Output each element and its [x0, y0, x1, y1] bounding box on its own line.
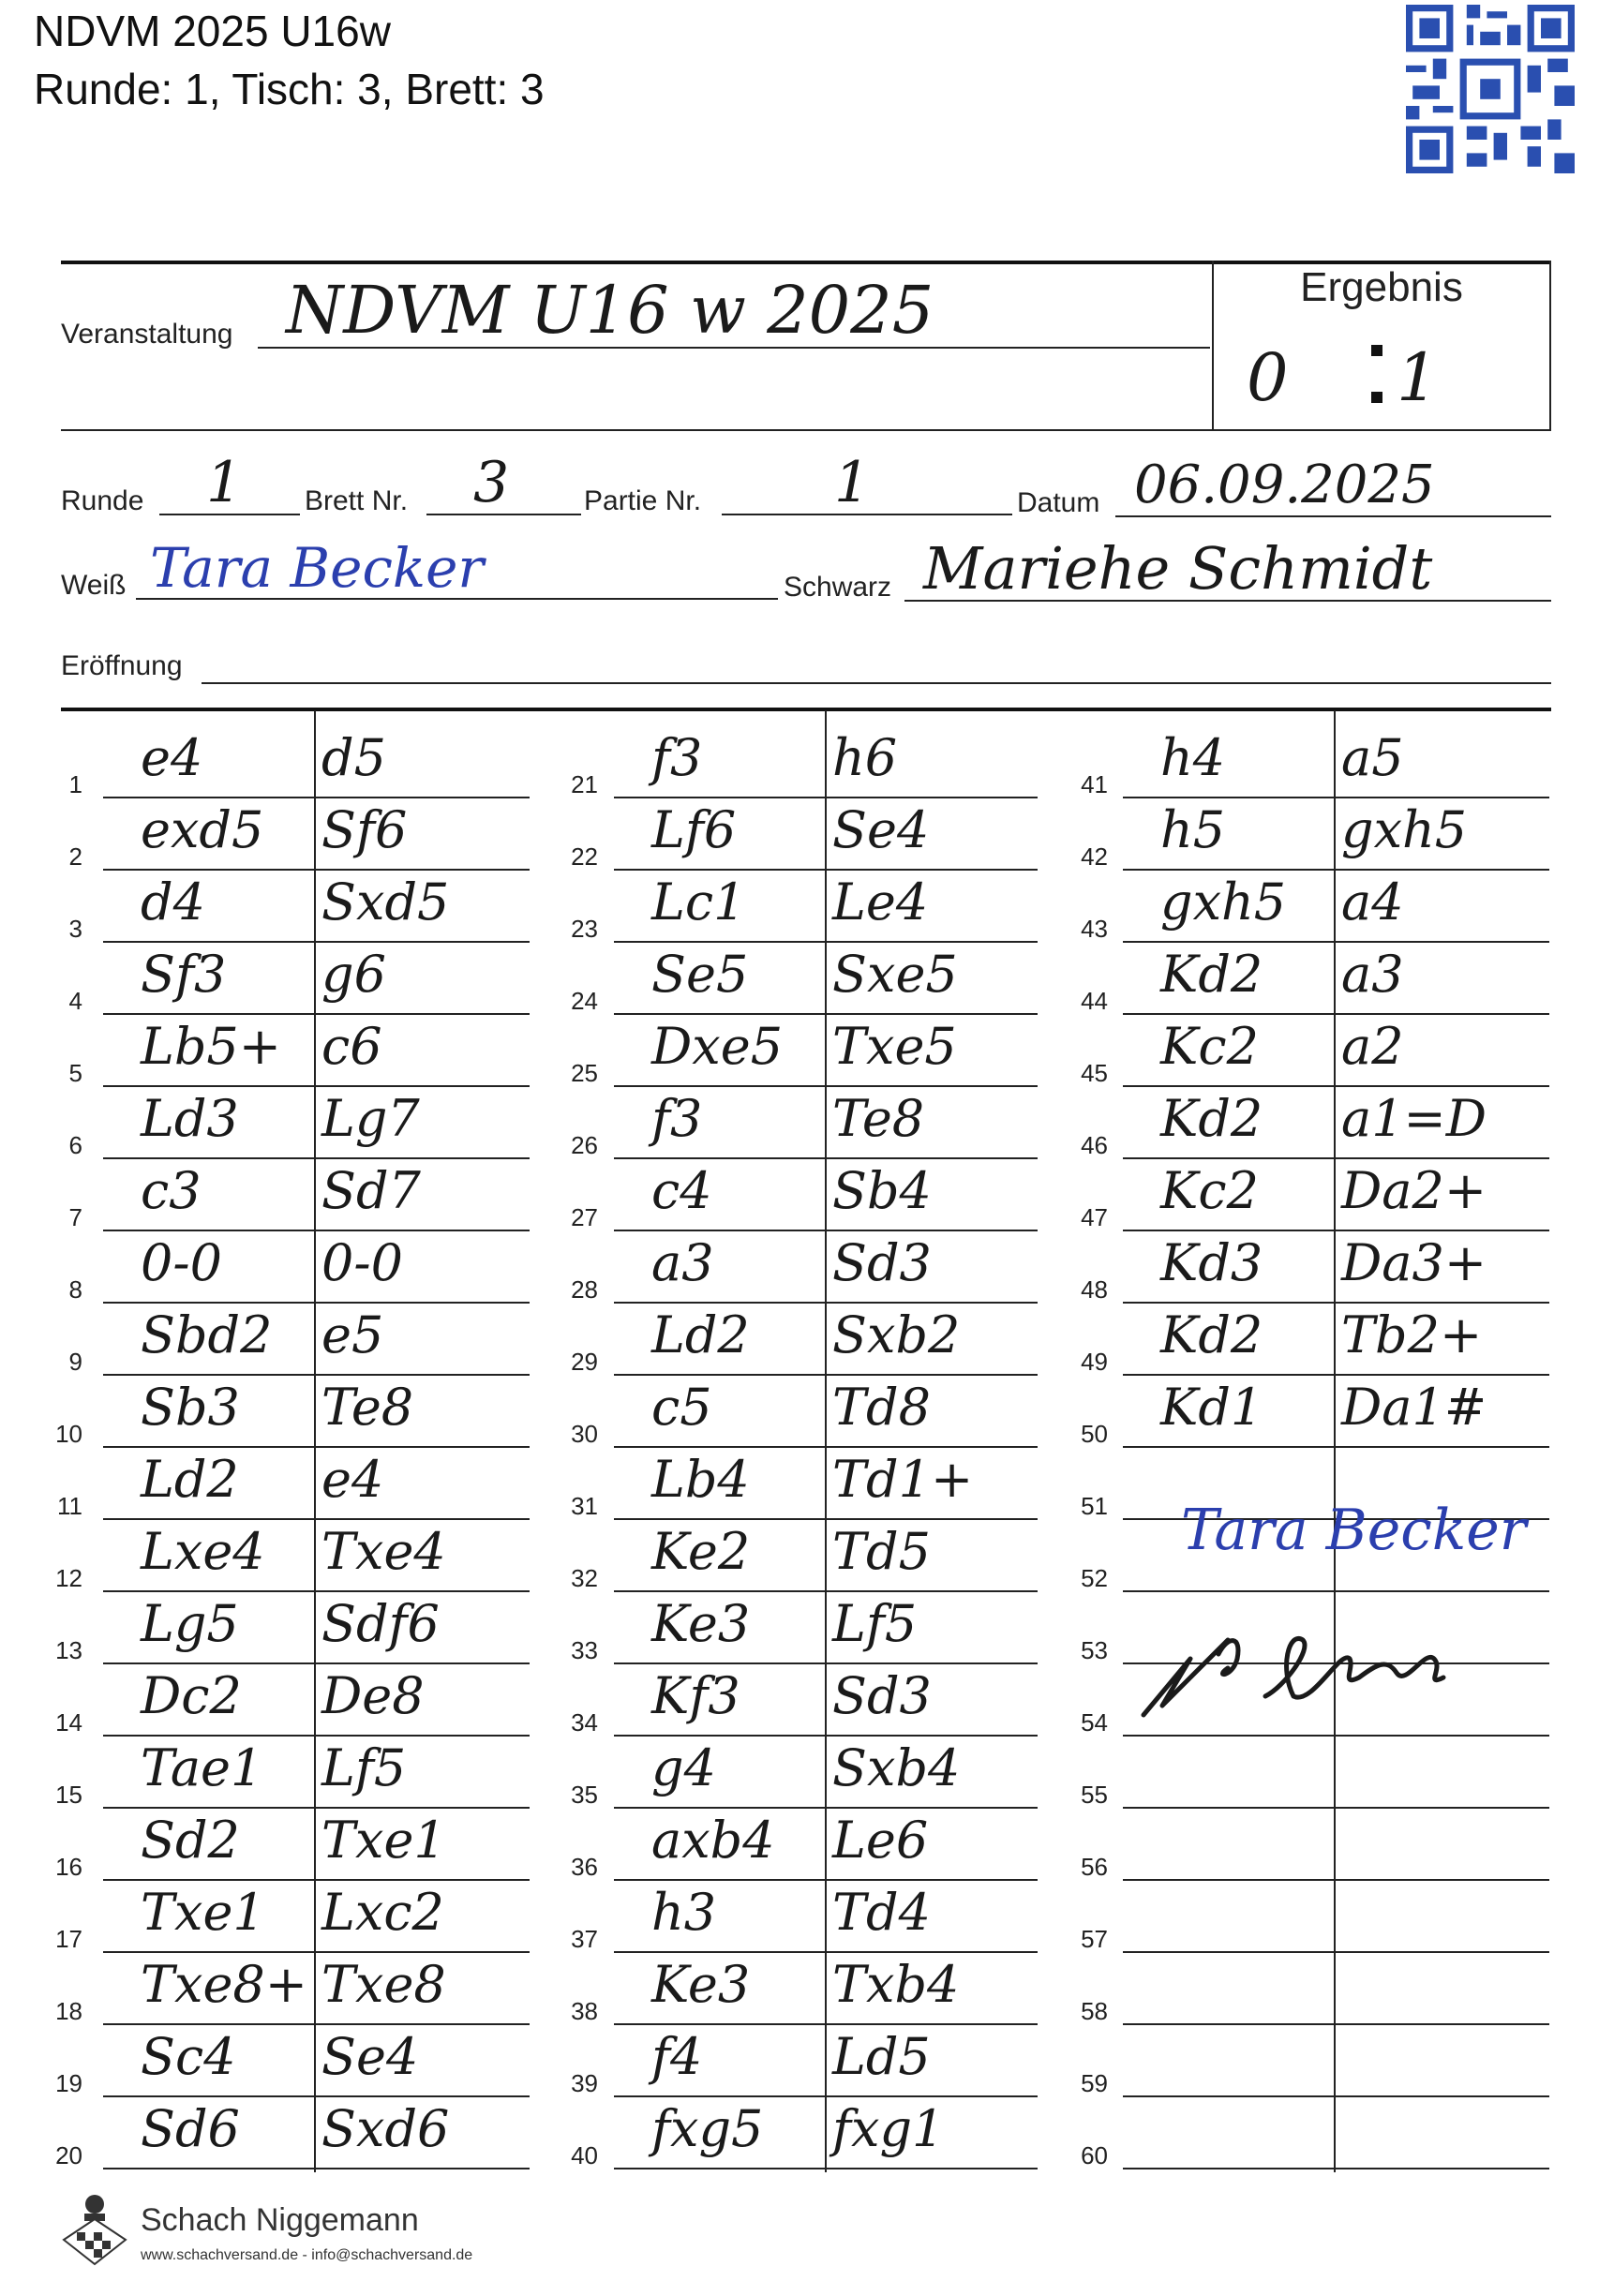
- move-number: 29: [571, 1348, 598, 1376]
- black-move: Te8: [832, 1089, 925, 1148]
- result-white: 0: [1247, 339, 1289, 416]
- document-title: NDVM 2025 U16w: [34, 7, 391, 55]
- black-move: Sd3: [832, 1666, 932, 1725]
- board-value: 3: [473, 450, 510, 515]
- black-move: Td5: [832, 1522, 931, 1581]
- opening-label: Eröffnung: [61, 650, 183, 681]
- move-row-line: [1123, 1302, 1549, 1304]
- white-move: Ke3: [651, 1594, 751, 1653]
- white-move: Kc2: [1160, 1017, 1259, 1076]
- white-move: Ld2: [141, 1450, 239, 1509]
- move-row-line: [103, 1230, 530, 1231]
- move-number: 12: [55, 1564, 82, 1592]
- move-number: 6: [68, 1131, 82, 1159]
- move-row-line: [103, 1302, 530, 1304]
- move-row-line: [1123, 1735, 1549, 1737]
- black-move: Sxb2: [832, 1305, 961, 1364]
- black-move: Sd3: [832, 1233, 932, 1292]
- board-label: Brett Nr.: [305, 485, 409, 516]
- black-move: Sxb4: [832, 1738, 961, 1797]
- white-move: Txe1: [141, 1883, 265, 1942]
- event-label: Veranstaltung: [61, 319, 233, 350]
- white-move: Kd3: [1160, 1233, 1263, 1292]
- white-move: Lb5+: [141, 1017, 282, 1076]
- move-number: 8: [68, 1275, 82, 1304]
- white-move: Lb4: [651, 1450, 750, 1509]
- white-move: c3: [141, 1161, 202, 1220]
- move-number: 11: [57, 1492, 82, 1520]
- white-move: Lf6: [651, 800, 737, 859]
- move-column-separator: [825, 710, 827, 2172]
- black-move: Tb2+: [1341, 1305, 1483, 1364]
- white-move: d4: [141, 872, 205, 932]
- white-move: Ld3: [141, 1089, 239, 1148]
- black-move: a5: [1341, 728, 1404, 787]
- black-move: Sxd6: [321, 2099, 450, 2158]
- move-row-line: [103, 1662, 530, 1664]
- black-move: Ld5: [832, 2027, 931, 2086]
- white-move: Sc4: [141, 2027, 236, 2086]
- white-move: g4: [651, 1738, 716, 1797]
- move-number: 36: [571, 1853, 598, 1881]
- black-move: Txe8: [321, 1955, 446, 2014]
- move-row-line: [103, 1446, 530, 1448]
- black-move: Sxe5: [832, 945, 958, 1004]
- move-number: 20: [55, 2141, 82, 2169]
- move-number: 45: [1081, 1059, 1108, 1087]
- move-number: 19: [55, 2069, 82, 2097]
- move-number: 22: [571, 842, 598, 871]
- qr-code-icon: [1406, 5, 1575, 173]
- black-move: Txb4: [832, 1955, 960, 2014]
- move-row-line: [103, 2095, 530, 2097]
- black-move: Txe1: [321, 1811, 446, 1870]
- black-move: 0-0: [321, 1233, 403, 1292]
- white-move: Sd2: [141, 1811, 240, 1870]
- move-number: 41: [1081, 770, 1108, 798]
- move-row-line: [1123, 2095, 1549, 2097]
- move-number: 57: [1081, 1925, 1108, 1953]
- move-row-line: [1123, 1013, 1549, 1015]
- black-move: a3: [1341, 945, 1404, 1004]
- black-move: Te8: [321, 1378, 414, 1437]
- brand-name: Schach Niggemann: [141, 2202, 419, 2238]
- move-row-line: [1123, 1807, 1549, 1809]
- black-move: Sdf6: [321, 1594, 440, 1653]
- move-row-line: [1123, 1879, 1549, 1881]
- white-move: Lg5: [141, 1594, 239, 1653]
- white-move: h5: [1160, 800, 1226, 859]
- white-move: Dxe5: [651, 1017, 784, 1076]
- black-move: g6: [321, 945, 386, 1004]
- white-move: h3: [651, 1883, 717, 1942]
- date-label: Datum: [1017, 487, 1100, 518]
- white-move: Txe8+: [141, 1955, 308, 2014]
- document-subtitle: Runde: 1, Tisch: 3, Brett: 3: [34, 65, 545, 113]
- move-number: 17: [55, 1925, 82, 1953]
- move-number: 42: [1081, 842, 1108, 871]
- white-move: a3: [651, 1233, 714, 1292]
- black-move: a4: [1341, 872, 1404, 932]
- black-move: gxh5: [1341, 800, 1468, 859]
- move-number: 51: [1081, 1492, 1108, 1520]
- move-number: 7: [68, 1203, 82, 1231]
- move-number: 2: [68, 842, 82, 871]
- black-move: Se4: [321, 2027, 419, 2086]
- black-move: Sd7: [321, 1161, 421, 1220]
- white-move: f4: [651, 2027, 703, 2086]
- black-move: Lf5: [321, 1738, 407, 1797]
- white-move: Lc1: [651, 872, 746, 932]
- move-row-line: [103, 941, 530, 943]
- black-move: Se4: [832, 800, 930, 859]
- move-row-line: [103, 1951, 530, 1953]
- white-move: Ke2: [651, 1522, 751, 1581]
- move-row-line: [1123, 2168, 1549, 2169]
- result-label: Ergebnis: [1300, 264, 1463, 310]
- result-black: 1: [1397, 339, 1439, 416]
- black-move: Sxd5: [321, 872, 450, 932]
- move-number: 59: [1081, 2069, 1108, 2097]
- white-move: Tae1: [141, 1738, 263, 1797]
- move-row-line: [1123, 941, 1549, 943]
- move-row-line: [1123, 869, 1549, 871]
- move-row-line: [103, 1157, 530, 1159]
- white-move: Kd2: [1160, 945, 1263, 1004]
- white-signature: Tara Becker: [1181, 1498, 1527, 1563]
- white-move: h4: [1160, 728, 1226, 787]
- white-move: f3: [651, 1089, 703, 1148]
- white-move: Kd2: [1160, 1305, 1263, 1364]
- move-number: 38: [571, 1997, 598, 2025]
- black-move: a2: [1341, 1017, 1404, 1076]
- move-row-line: [103, 1374, 530, 1376]
- brand-contact: www.schachversand.de - info@schachversand.de: [141, 2247, 473, 2263]
- moves-top-border: [61, 708, 1551, 711]
- white-move: 0-0: [141, 1233, 222, 1292]
- result-colon-dot-top: [1371, 345, 1382, 356]
- move-row-line: [103, 1879, 530, 1881]
- move-number: 58: [1081, 1997, 1108, 2025]
- move-row-line: [103, 1518, 530, 1520]
- move-row-line: [1123, 1157, 1549, 1159]
- move-row-line: [103, 2168, 530, 2169]
- white-move: axb4: [651, 1811, 775, 1870]
- move-number: 49: [1081, 1348, 1108, 1376]
- white-label: Weiß: [61, 570, 127, 601]
- date-value: 06.09.2025: [1134, 455, 1435, 515]
- white-move: c5: [651, 1378, 712, 1437]
- move-number: 44: [1081, 987, 1108, 1015]
- move-row-line: [103, 869, 530, 871]
- game-label: Partie Nr.: [584, 485, 702, 516]
- white-move: Kc2: [1160, 1161, 1259, 1220]
- move-number: 46: [1081, 1131, 1108, 1159]
- move-number: 50: [1081, 1420, 1108, 1448]
- black-move: Le4: [832, 872, 929, 932]
- move-number: 37: [571, 1925, 598, 1953]
- black-move: Sb4: [832, 1161, 932, 1220]
- move-number: 28: [571, 1275, 598, 1304]
- white-move: c4: [651, 1161, 712, 1220]
- move-number: 33: [571, 1636, 598, 1664]
- black-move: a1=D: [1341, 1089, 1487, 1148]
- move-number: 15: [55, 1781, 82, 1809]
- move-number: 30: [571, 1420, 598, 1448]
- move-row-line: [1123, 1446, 1549, 1448]
- move-number: 16: [55, 1853, 82, 1881]
- date-underline: [1115, 515, 1551, 517]
- move-number: 27: [571, 1203, 598, 1231]
- white-move: Sbd2: [141, 1305, 273, 1364]
- move-number: 26: [571, 1131, 598, 1159]
- form-divider: [61, 429, 1551, 431]
- move-number: 35: [571, 1781, 598, 1809]
- black-move: d5: [321, 728, 386, 787]
- move-number: 31: [571, 1492, 598, 1520]
- opening-underline: [202, 682, 1551, 684]
- move-row-line: [1123, 1085, 1549, 1087]
- move-number: 4: [68, 987, 82, 1015]
- result-colon-dot-bottom: [1371, 392, 1382, 403]
- move-row-line: [103, 2023, 530, 2025]
- black-signature: [1125, 1584, 1500, 1734]
- white-move: Ke3: [651, 1955, 751, 2014]
- black-move: fxg1: [832, 2099, 945, 2158]
- white-move: Dc2: [141, 1666, 242, 1725]
- white-move: Se5: [651, 945, 749, 1004]
- black-move: h6: [832, 728, 898, 787]
- move-number: 3: [68, 915, 82, 943]
- move-number: 9: [68, 1348, 82, 1376]
- move-number: 55: [1081, 1781, 1108, 1809]
- move-row-line: [1123, 1374, 1549, 1376]
- move-number: 24: [571, 987, 598, 1015]
- move-number: 48: [1081, 1275, 1108, 1304]
- white-move: Ld2: [651, 1305, 750, 1364]
- black-move: c6: [321, 1017, 382, 1076]
- move-number: 54: [1081, 1708, 1108, 1737]
- move-row-line: [1123, 2023, 1549, 2025]
- white-move: e4: [141, 728, 203, 787]
- move-row-line: [1123, 1230, 1549, 1231]
- white-move: f3: [651, 728, 703, 787]
- black-move: Td8: [832, 1378, 931, 1437]
- move-row-line: [103, 1735, 530, 1737]
- move-row-line: [103, 797, 530, 798]
- move-number: 14: [55, 1708, 82, 1737]
- move-number: 18: [55, 1997, 82, 2025]
- white-move: Kf3: [651, 1666, 740, 1725]
- move-row-line: [1123, 797, 1549, 798]
- move-number: 25: [571, 1059, 598, 1087]
- move-number: 5: [68, 1059, 82, 1087]
- move-row-line: [103, 1085, 530, 1087]
- move-row-line: [103, 1807, 530, 1809]
- move-number: 13: [55, 1636, 82, 1664]
- white-move: gxh5: [1160, 872, 1287, 932]
- game-value: 1: [834, 450, 871, 515]
- black-move: Td4: [832, 1883, 931, 1942]
- white-move: Kd2: [1160, 1089, 1263, 1148]
- black-move: e4: [321, 1450, 384, 1509]
- event-value: NDVM U16 w 2025: [286, 272, 934, 349]
- black-label: Schwarz: [784, 572, 892, 603]
- move-number: 39: [571, 2069, 598, 2097]
- round-label: Runde: [61, 485, 144, 516]
- black-move: Da3+: [1341, 1233, 1487, 1292]
- white-move: Sf3: [141, 945, 227, 1004]
- move-row-line: [1123, 1951, 1549, 1953]
- black-move: Txe5: [832, 1017, 957, 1076]
- black-move: Lxc2: [321, 1883, 444, 1942]
- move-column-separator: [314, 710, 316, 2172]
- black-move: Lf5: [832, 1594, 918, 1653]
- white-player-name: Tara Becker: [150, 536, 485, 600]
- move-column-separator: [1334, 710, 1336, 2172]
- black-move: Lg7: [321, 1089, 420, 1148]
- black-move: Le6: [832, 1811, 929, 1870]
- move-row-line: [103, 1590, 530, 1592]
- move-number: 21: [571, 770, 598, 798]
- chess-logo-icon: [58, 2191, 131, 2270]
- black-move: Txe4: [321, 1522, 446, 1581]
- black-move: Sf6: [321, 800, 408, 859]
- white-move: Sb3: [141, 1378, 240, 1437]
- black-player-name: Mariehe Schmidt: [923, 534, 1433, 603]
- move-number: 60: [1081, 2141, 1108, 2169]
- move-number: 53: [1081, 1636, 1108, 1664]
- white-move: Lxe4: [141, 1522, 265, 1581]
- move-number: 43: [1081, 915, 1108, 943]
- white-move: Kd1: [1160, 1378, 1263, 1437]
- move-number: 47: [1081, 1203, 1108, 1231]
- move-number: 23: [571, 915, 598, 943]
- move-number: 52: [1081, 1564, 1108, 1592]
- move-number: 40: [571, 2141, 598, 2169]
- black-move: e5: [321, 1305, 384, 1364]
- move-row-line: [103, 1013, 530, 1015]
- white-move: exd5: [141, 800, 264, 859]
- white-move: Sd6: [141, 2099, 240, 2158]
- white-move: fxg5: [651, 2099, 764, 2158]
- move-number: 56: [1081, 1853, 1108, 1881]
- move-number: 10: [55, 1420, 82, 1448]
- move-number: 1: [68, 770, 82, 798]
- black-move: Td1+: [832, 1450, 974, 1509]
- black-move: Da2+: [1341, 1161, 1487, 1220]
- black-move: De8: [321, 1666, 425, 1725]
- move-number: 32: [571, 1564, 598, 1592]
- move-number: 34: [571, 1708, 598, 1737]
- round-value: 1: [206, 450, 243, 515]
- black-move: Da1#: [1341, 1378, 1487, 1437]
